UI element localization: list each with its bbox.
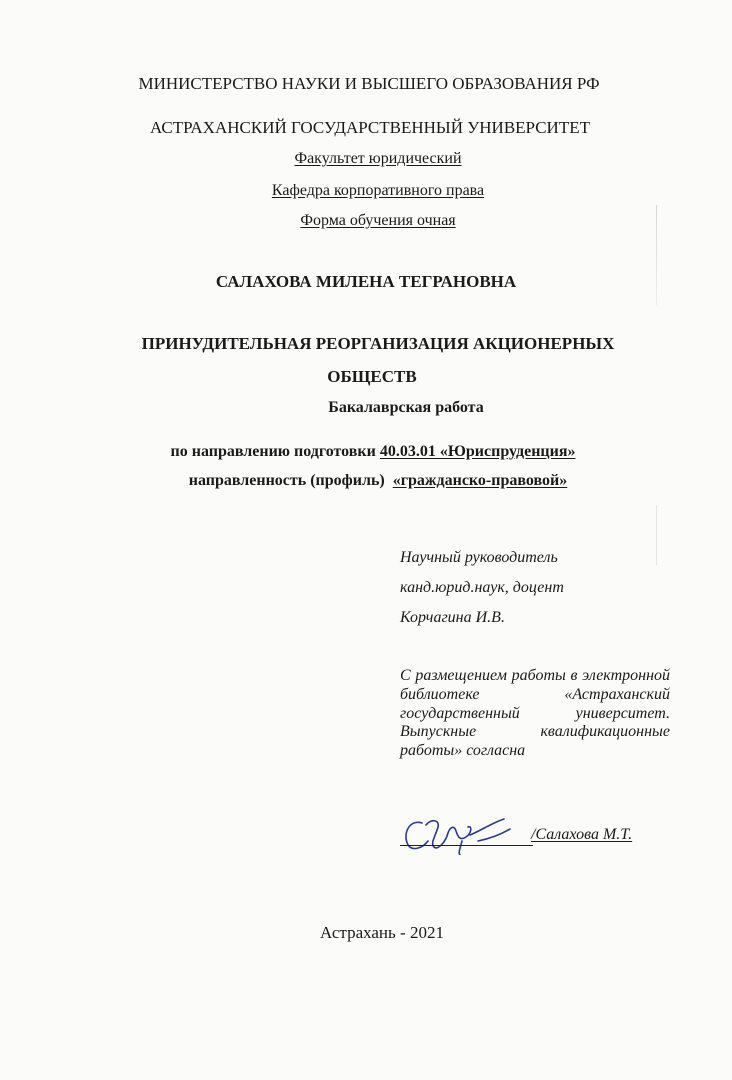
direction-line	[7, 441, 732, 463]
signature-line	[400, 845, 533, 846]
direction-value: 40.03.01 «Юриспруденция»	[379, 443, 576, 460]
university-name: АСТРАХАНСКИЙ ГОСУДАРСТВЕННЫЙ УНИВЕРСИТЕТ	[150, 118, 590, 137]
supervisor-block	[400, 543, 564, 633]
work-type: Бакалаврская работа	[328, 399, 484, 416]
profile-label: направленность (профиль)	[188, 472, 393, 489]
author-name: САЛАХОВА МИЛЕНА ТЕГРАНОВНА	[215, 272, 517, 291]
signature-row	[400, 811, 660, 851]
department-name: Кафедра корпоративного права	[271, 182, 485, 199]
consent-text: С размещением работы в электронной библиотеке «Астраханский государственный университет. Выпускные квалификационные работы» согласна	[400, 667, 670, 760]
profile-value: «гражданско-правовой»	[392, 472, 568, 489]
supervisor-name: Корчагина И.В.	[400, 609, 505, 626]
signature-name: /Салахова М.Т.	[531, 826, 633, 843]
profile-line	[12, 470, 732, 492]
supervisor-degree: канд.юрид.наук, доцент	[400, 579, 564, 596]
ministry-name: МИНИСТЕРСТВО НАУКИ И ВЫСШЕГО ОБРАЗОВАНИЯ РФ	[138, 74, 600, 93]
study-form: Форма обучения очная	[300, 212, 456, 229]
city-year: Астрахань - 2021	[320, 923, 444, 942]
handwritten-signature	[400, 811, 535, 855]
direction-label: по направлению подготовки	[170, 443, 380, 460]
thesis-title-line2: ОБЩЕСТВ	[327, 367, 417, 386]
thesis-title-line1: ПРИНУДИТЕЛЬНАЯ РЕОРГАНИЗАЦИЯ АКЦИОНЕРНЫХ	[141, 334, 615, 353]
scan-edge-mark	[656, 505, 657, 565]
supervisor-role: Научный руководитель	[400, 549, 558, 566]
faculty-name: Факультет юридический	[294, 150, 462, 167]
